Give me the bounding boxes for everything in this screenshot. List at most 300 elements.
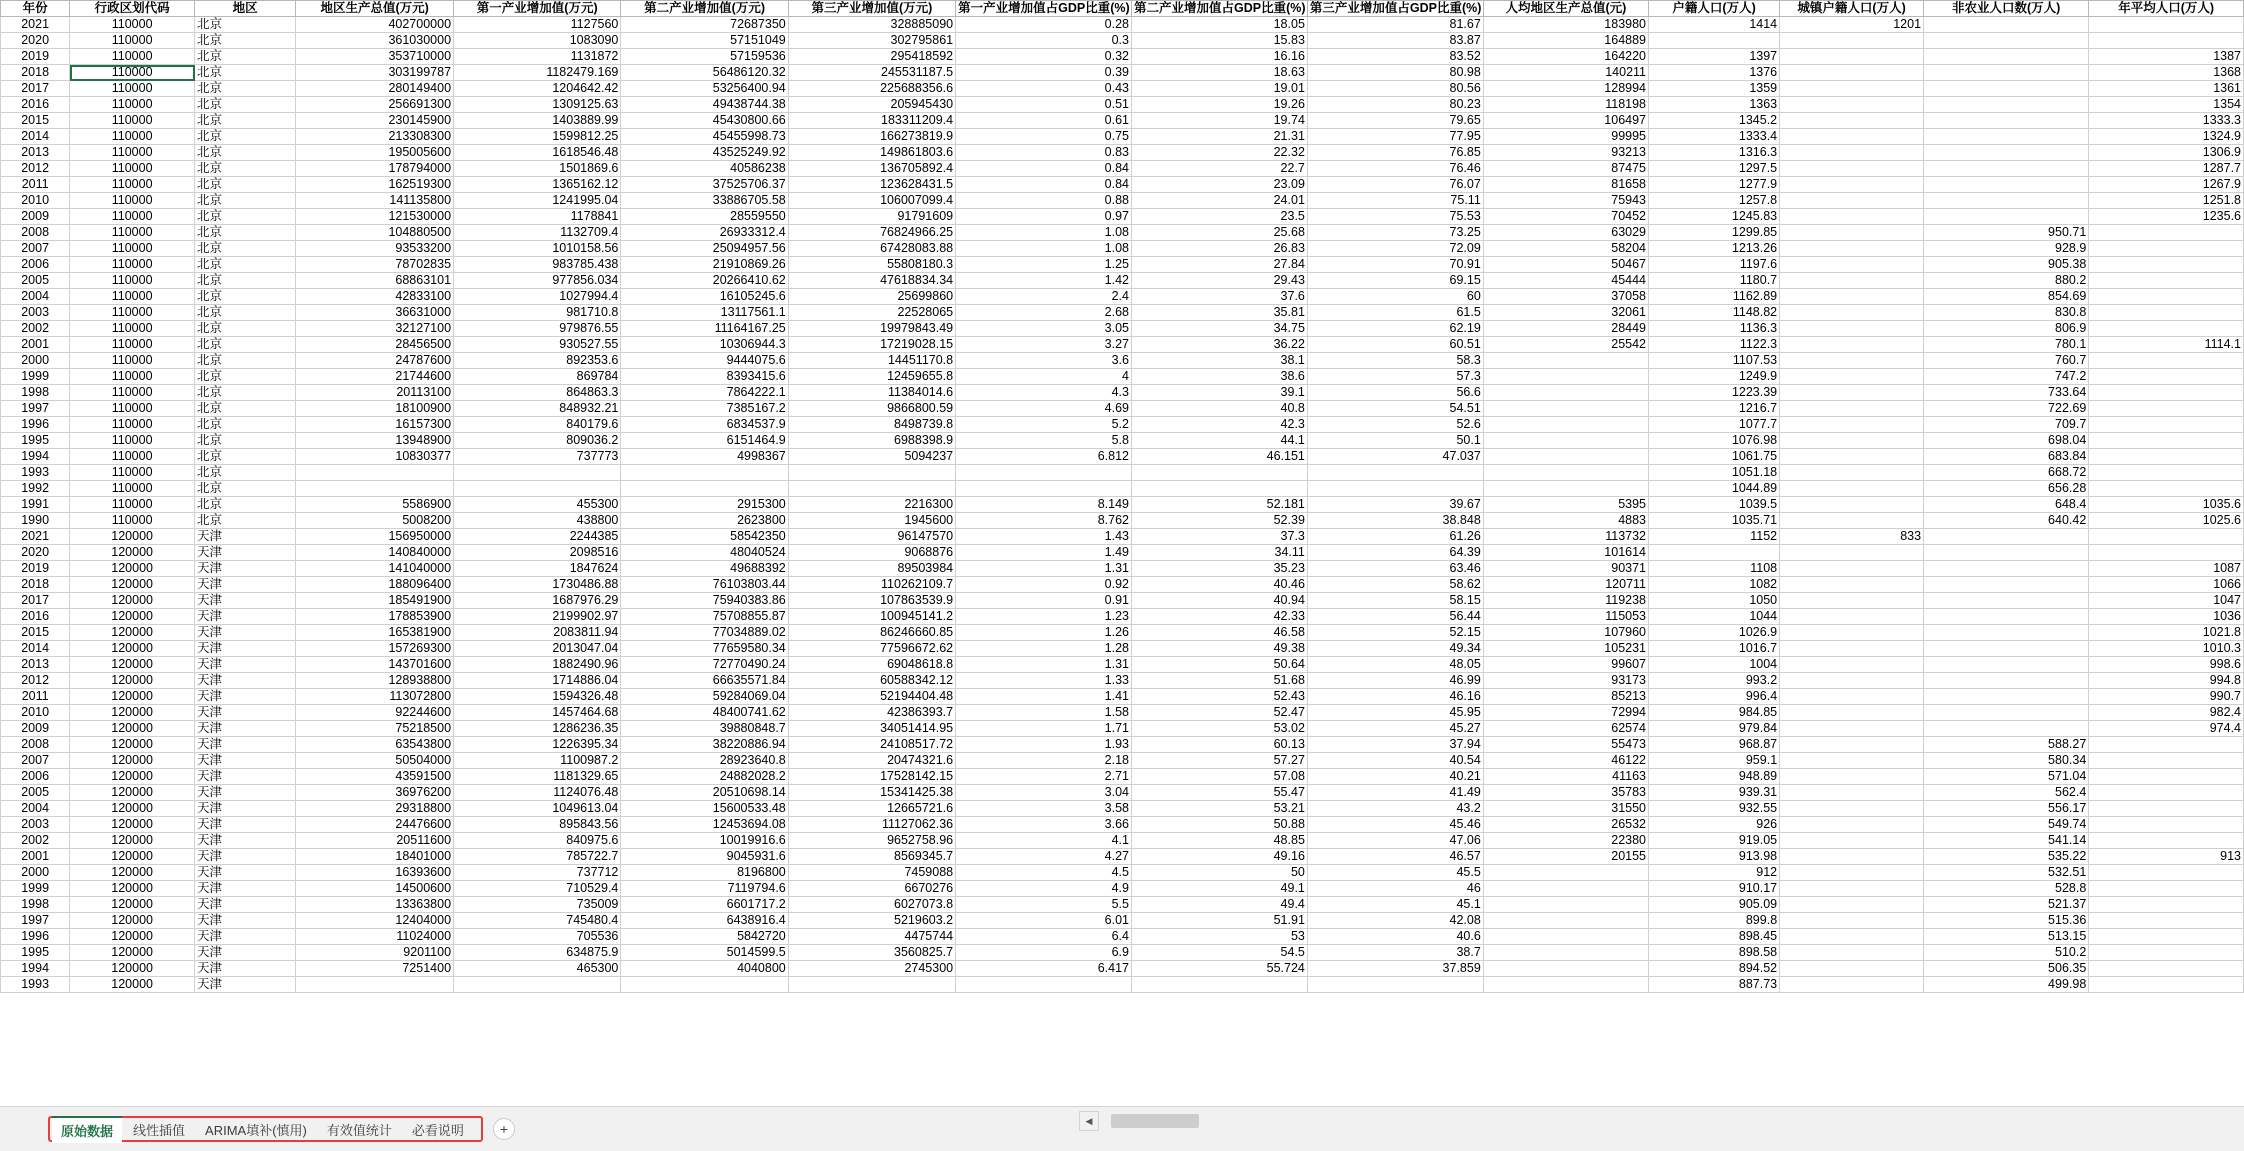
cell-r4-c7[interactable]: 0.43 <box>956 81 1132 97</box>
cell-r32-c8[interactable]: 37.3 <box>1132 529 1308 545</box>
cell-r22-c0[interactable]: 1999 <box>1 369 70 385</box>
cell-r4-c12[interactable] <box>1780 81 1924 97</box>
cell-r41-c3[interactable]: 128938800 <box>296 673 454 689</box>
cell-r23-c1[interactable]: 110000 <box>70 385 195 401</box>
cell-r46-c0[interactable]: 2007 <box>1 753 70 769</box>
cell-r59-c7[interactable]: 6.417 <box>956 961 1132 977</box>
cell-r46-c1[interactable]: 120000 <box>70 753 195 769</box>
cell-r43-c5[interactable]: 48400741.62 <box>621 705 788 721</box>
cell-r55-c6[interactable]: 6027073.8 <box>788 897 955 913</box>
cell-r43-c7[interactable]: 1.58 <box>956 705 1132 721</box>
cell-r59-c2[interactable]: 天津 <box>195 961 296 977</box>
cell-r16-c13[interactable]: 880.2 <box>1924 273 2089 289</box>
table-row[interactable] <box>1 849 2244 865</box>
cell-r31-c11[interactable]: 1035.71 <box>1649 513 1780 529</box>
cell-r55-c12[interactable] <box>1780 897 1924 913</box>
cell-r12-c1[interactable]: 110000 <box>70 209 195 225</box>
scroll-left-arrow[interactable]: ◀ <box>1079 1111 1099 1131</box>
cell-r46-c7[interactable]: 2.18 <box>956 753 1132 769</box>
cell-r47-c4[interactable]: 1181329.65 <box>454 769 621 785</box>
cell-r55-c13[interactable]: 521.37 <box>1924 897 2089 913</box>
table-row[interactable] <box>1 769 2244 785</box>
cell-r19-c6[interactable]: 19979843.49 <box>788 321 955 337</box>
cell-r28-c9[interactable] <box>1307 465 1483 481</box>
cell-r50-c5[interactable]: 12453694.08 <box>621 817 788 833</box>
cell-r6-c13[interactable] <box>1924 113 2089 129</box>
cell-r14-c3[interactable]: 93533200 <box>296 241 454 257</box>
cell-r14-c6[interactable]: 67428083.88 <box>788 241 955 257</box>
cell-r58-c7[interactable]: 6.9 <box>956 945 1132 961</box>
cell-r26-c4[interactable]: 809036.2 <box>454 433 621 449</box>
cell-r13-c0[interactable]: 2008 <box>1 225 70 241</box>
cell-r22-c11[interactable]: 1249.9 <box>1649 369 1780 385</box>
cell-r11-c11[interactable]: 1257.8 <box>1649 193 1780 209</box>
cell-r59-c8[interactable]: 55.724 <box>1132 961 1308 977</box>
cell-r9-c2[interactable]: 北京 <box>195 161 296 177</box>
cell-r14-c4[interactable]: 1010158.56 <box>454 241 621 257</box>
cell-r26-c7[interactable]: 5.8 <box>956 433 1132 449</box>
cell-r30-c4[interactable]: 455300 <box>454 497 621 513</box>
cell-r32-c13[interactable] <box>1924 529 2089 545</box>
cell-r4-c6[interactable]: 225688356.6 <box>788 81 955 97</box>
cell-r25-c9[interactable]: 52.6 <box>1307 417 1483 433</box>
cell-r50-c13[interactable]: 549.74 <box>1924 817 2089 833</box>
cell-r44-c3[interactable]: 75218500 <box>296 721 454 737</box>
cell-r25-c14[interactable] <box>2089 417 2244 433</box>
cell-r5-c2[interactable]: 北京 <box>195 97 296 113</box>
cell-r32-c4[interactable]: 2244385 <box>454 529 621 545</box>
cell-r42-c4[interactable]: 1594326.48 <box>454 689 621 705</box>
cell-r5-c13[interactable] <box>1924 97 2089 113</box>
cell-r52-c13[interactable]: 535.22 <box>1924 849 2089 865</box>
cell-r40-c11[interactable]: 1004 <box>1649 657 1780 673</box>
cell-r40-c6[interactable]: 69048618.8 <box>788 657 955 673</box>
cell-r36-c14[interactable]: 1047 <box>2089 593 2244 609</box>
cell-r17-c0[interactable]: 2004 <box>1 289 70 305</box>
cell-r19-c1[interactable]: 110000 <box>70 321 195 337</box>
cell-r8-c6[interactable]: 149861803.6 <box>788 145 955 161</box>
column-header-region[interactable]: 地区 <box>195 1 296 17</box>
cell-r2-c3[interactable]: 353710000 <box>296 49 454 65</box>
cell-r28-c1[interactable]: 110000 <box>70 465 195 481</box>
cell-r22-c1[interactable]: 110000 <box>70 369 195 385</box>
cell-r18-c5[interactable]: 13117561.1 <box>621 305 788 321</box>
cell-r28-c3[interactable] <box>296 465 454 481</box>
cell-r3-c1[interactable]: 110000 <box>70 65 195 81</box>
cell-r32-c11[interactable]: 1152 <box>1649 529 1780 545</box>
cell-r17-c14[interactable] <box>2089 289 2244 305</box>
cell-r1-c14[interactable] <box>2089 33 2244 49</box>
cell-r18-c3[interactable]: 36631000 <box>296 305 454 321</box>
cell-r1-c2[interactable]: 北京 <box>195 33 296 49</box>
cell-r60-c13[interactable]: 499.98 <box>1924 977 2089 993</box>
cell-r24-c13[interactable]: 722.69 <box>1924 401 2089 417</box>
cell-r46-c12[interactable] <box>1780 753 1924 769</box>
cell-r44-c4[interactable]: 1286236.35 <box>454 721 621 737</box>
cell-r47-c5[interactable]: 24882028.2 <box>621 769 788 785</box>
cell-r53-c0[interactable]: 2000 <box>1 865 70 881</box>
cell-r37-c5[interactable]: 75708855.87 <box>621 609 788 625</box>
cell-r59-c3[interactable]: 7251400 <box>296 961 454 977</box>
cell-r25-c0[interactable]: 1996 <box>1 417 70 433</box>
cell-r52-c14[interactable]: 913 <box>2089 849 2244 865</box>
cell-r28-c14[interactable] <box>2089 465 2244 481</box>
cell-r32-c0[interactable]: 2021 <box>1 529 70 545</box>
cell-r29-c5[interactable] <box>621 481 788 497</box>
cell-r10-c6[interactable]: 123628431.5 <box>788 177 955 193</box>
cell-r7-c2[interactable]: 北京 <box>195 129 296 145</box>
table-row[interactable] <box>1 641 2244 657</box>
cell-r14-c8[interactable]: 26.83 <box>1132 241 1308 257</box>
cell-r20-c6[interactable]: 17219028.15 <box>788 337 955 353</box>
cell-r3-c0[interactable]: 2018 <box>1 65 70 81</box>
cell-r43-c1[interactable]: 120000 <box>70 705 195 721</box>
cell-r41-c1[interactable]: 120000 <box>70 673 195 689</box>
cell-r16-c9[interactable]: 69.15 <box>1307 273 1483 289</box>
cell-r10-c8[interactable]: 23.09 <box>1132 177 1308 193</box>
cell-r36-c6[interactable]: 107863539.9 <box>788 593 955 609</box>
cell-r17-c7[interactable]: 2.4 <box>956 289 1132 305</box>
cell-r9-c13[interactable] <box>1924 161 2089 177</box>
cell-r47-c12[interactable] <box>1780 769 1924 785</box>
cell-r13-c10[interactable]: 63029 <box>1483 225 1648 241</box>
cell-r39-c7[interactable]: 1.28 <box>956 641 1132 657</box>
cell-r39-c14[interactable]: 1010.3 <box>2089 641 2244 657</box>
cell-r36-c4[interactable]: 1687976.29 <box>454 593 621 609</box>
cell-r43-c10[interactable]: 72994 <box>1483 705 1648 721</box>
cell-r22-c9[interactable]: 57.3 <box>1307 369 1483 385</box>
cell-r34-c2[interactable]: 天津 <box>195 561 296 577</box>
cell-r42-c9[interactable]: 46.16 <box>1307 689 1483 705</box>
cell-r29-c14[interactable] <box>2089 481 2244 497</box>
cell-r16-c4[interactable]: 977856.034 <box>454 273 621 289</box>
cell-r19-c14[interactable] <box>2089 321 2244 337</box>
cell-r59-c9[interactable]: 37.859 <box>1307 961 1483 977</box>
cell-r44-c6[interactable]: 34051414.95 <box>788 721 955 737</box>
cell-r22-c13[interactable]: 747.2 <box>1924 369 2089 385</box>
cell-r32-c5[interactable]: 58542350 <box>621 529 788 545</box>
table-row[interactable] <box>1 385 2244 401</box>
cell-r57-c11[interactable]: 898.45 <box>1649 929 1780 945</box>
cell-r2-c14[interactable]: 1387 <box>2089 49 2244 65</box>
cell-r57-c7[interactable]: 6.4 <box>956 929 1132 945</box>
table-row[interactable] <box>1 977 2244 993</box>
cell-r24-c8[interactable]: 40.8 <box>1132 401 1308 417</box>
table-row[interactable] <box>1 721 2244 737</box>
cell-r23-c8[interactable]: 39.1 <box>1132 385 1308 401</box>
cell-r32-c12[interactable]: 833 <box>1780 529 1924 545</box>
cell-r49-c12[interactable] <box>1780 801 1924 817</box>
cell-r47-c3[interactable]: 43591500 <box>296 769 454 785</box>
cell-r5-c10[interactable]: 118198 <box>1483 97 1648 113</box>
cell-r24-c11[interactable]: 1216.7 <box>1649 401 1780 417</box>
cell-r9-c8[interactable]: 22.7 <box>1132 161 1308 177</box>
cell-r18-c10[interactable]: 32061 <box>1483 305 1648 321</box>
cell-r29-c13[interactable]: 656.28 <box>1924 481 2089 497</box>
cell-r10-c4[interactable]: 1365162.12 <box>454 177 621 193</box>
cell-r29-c0[interactable]: 1992 <box>1 481 70 497</box>
cell-r46-c11[interactable]: 959.1 <box>1649 753 1780 769</box>
cell-r14-c9[interactable]: 72.09 <box>1307 241 1483 257</box>
cell-r22-c7[interactable]: 4 <box>956 369 1132 385</box>
cell-r7-c1[interactable]: 110000 <box>70 129 195 145</box>
cell-r44-c11[interactable]: 979.84 <box>1649 721 1780 737</box>
cell-r2-c11[interactable]: 1397 <box>1649 49 1780 65</box>
cell-r6-c0[interactable]: 2015 <box>1 113 70 129</box>
cell-r55-c7[interactable]: 5.5 <box>956 897 1132 913</box>
cell-r34-c14[interactable]: 1087 <box>2089 561 2244 577</box>
cell-r34-c11[interactable]: 1108 <box>1649 561 1780 577</box>
cell-r7-c11[interactable]: 1333.4 <box>1649 129 1780 145</box>
cell-r46-c3[interactable]: 50504000 <box>296 753 454 769</box>
cell-r41-c5[interactable]: 66635571.84 <box>621 673 788 689</box>
cell-r57-c13[interactable]: 513.15 <box>1924 929 2089 945</box>
table-row[interactable] <box>1 657 2244 673</box>
cell-r42-c1[interactable]: 120000 <box>70 689 195 705</box>
cell-r53-c13[interactable]: 532.51 <box>1924 865 2089 881</box>
cell-r48-c13[interactable]: 562.4 <box>1924 785 2089 801</box>
cell-r40-c2[interactable]: 天津 <box>195 657 296 673</box>
cell-r18-c8[interactable]: 35.81 <box>1132 305 1308 321</box>
cell-r32-c2[interactable]: 天津 <box>195 529 296 545</box>
cell-r19-c8[interactable]: 34.75 <box>1132 321 1308 337</box>
cell-r23-c3[interactable]: 20113100 <box>296 385 454 401</box>
cell-r36-c2[interactable]: 天津 <box>195 593 296 609</box>
cell-r54-c9[interactable]: 46 <box>1307 881 1483 897</box>
cell-r42-c6[interactable]: 52194404.48 <box>788 689 955 705</box>
cell-r18-c11[interactable]: 1148.82 <box>1649 305 1780 321</box>
cell-r27-c14[interactable] <box>2089 449 2244 465</box>
cell-r42-c12[interactable] <box>1780 689 1924 705</box>
cell-r10-c12[interactable] <box>1780 177 1924 193</box>
cell-r26-c10[interactable] <box>1483 433 1648 449</box>
cell-r19-c12[interactable] <box>1780 321 1924 337</box>
cell-r7-c6[interactable]: 166273819.9 <box>788 129 955 145</box>
cell-r3-c3[interactable]: 303199787 <box>296 65 454 81</box>
cell-r16-c0[interactable]: 2005 <box>1 273 70 289</box>
cell-r15-c10[interactable]: 50467 <box>1483 257 1648 273</box>
cell-r41-c2[interactable]: 天津 <box>195 673 296 689</box>
cell-r44-c7[interactable]: 1.71 <box>956 721 1132 737</box>
cell-r50-c11[interactable]: 926 <box>1649 817 1780 833</box>
cell-r6-c6[interactable]: 183311209.4 <box>788 113 955 129</box>
cell-r0-c14[interactable] <box>2089 17 2244 33</box>
cell-r54-c10[interactable] <box>1483 881 1648 897</box>
cell-r26-c0[interactable]: 1995 <box>1 433 70 449</box>
cell-r30-c6[interactable]: 2216300 <box>788 497 955 513</box>
cell-r28-c8[interactable] <box>1132 465 1308 481</box>
cell-r36-c7[interactable]: 0.91 <box>956 593 1132 609</box>
cell-r54-c8[interactable]: 49.1 <box>1132 881 1308 897</box>
cell-r23-c14[interactable] <box>2089 385 2244 401</box>
cell-r7-c12[interactable] <box>1780 129 1924 145</box>
cell-r9-c10[interactable]: 87475 <box>1483 161 1648 177</box>
cell-r42-c11[interactable]: 996.4 <box>1649 689 1780 705</box>
cell-r15-c7[interactable]: 1.25 <box>956 257 1132 273</box>
cell-r24-c9[interactable]: 54.51 <box>1307 401 1483 417</box>
cell-r37-c13[interactable] <box>1924 609 2089 625</box>
sheet-tab-4[interactable]: 必看说明 <box>411 1122 464 1138</box>
cell-r55-c11[interactable]: 905.09 <box>1649 897 1780 913</box>
cell-r1-c7[interactable]: 0.3 <box>956 33 1132 49</box>
cell-r43-c13[interactable] <box>1924 705 2089 721</box>
cell-r5-c3[interactable]: 256691300 <box>296 97 454 113</box>
cell-r55-c5[interactable]: 6601717.2 <box>621 897 788 913</box>
cell-r36-c0[interactable]: 2017 <box>1 593 70 609</box>
table-row[interactable] <box>1 577 2244 593</box>
cell-r26-c13[interactable]: 698.04 <box>1924 433 2089 449</box>
cell-r24-c0[interactable]: 1997 <box>1 401 70 417</box>
column-header-tertiary-industry[interactable]: 第三产业增加值(万元) <box>788 1 955 17</box>
cell-r58-c4[interactable]: 634875.9 <box>454 945 621 961</box>
cell-r23-c0[interactable]: 1998 <box>1 385 70 401</box>
cell-r10-c2[interactable]: 北京 <box>195 177 296 193</box>
cell-r25-c12[interactable] <box>1780 417 1924 433</box>
table-row[interactable] <box>1 353 2244 369</box>
cell-r43-c2[interactable]: 天津 <box>195 705 296 721</box>
cell-r60-c12[interactable] <box>1780 977 1924 993</box>
cell-r47-c6[interactable]: 17528142.15 <box>788 769 955 785</box>
cell-r14-c13[interactable]: 928.9 <box>1924 241 2089 257</box>
cell-r50-c8[interactable]: 50.88 <box>1132 817 1308 833</box>
cell-r31-c10[interactable]: 4883 <box>1483 513 1648 529</box>
cell-r38-c3[interactable]: 165381900 <box>296 625 454 641</box>
cell-r42-c2[interactable]: 天津 <box>195 689 296 705</box>
cell-r52-c4[interactable]: 785722.7 <box>454 849 621 865</box>
cell-r58-c13[interactable]: 510.2 <box>1924 945 2089 961</box>
cell-r47-c8[interactable]: 57.08 <box>1132 769 1308 785</box>
cell-r13-c1[interactable]: 110000 <box>70 225 195 241</box>
cell-r26-c6[interactable]: 6988398.9 <box>788 433 955 449</box>
cell-r17-c11[interactable]: 1162.89 <box>1649 289 1780 305</box>
cell-r6-c2[interactable]: 北京 <box>195 113 296 129</box>
cell-r26-c9[interactable]: 50.1 <box>1307 433 1483 449</box>
cell-r53-c4[interactable]: 737712 <box>454 865 621 881</box>
cell-r5-c8[interactable]: 19.26 <box>1132 97 1308 113</box>
cell-r40-c0[interactable]: 2013 <box>1 657 70 673</box>
table-row[interactable] <box>1 465 2244 481</box>
cell-r15-c6[interactable]: 55808180.3 <box>788 257 955 273</box>
cell-r19-c4[interactable]: 979876.55 <box>454 321 621 337</box>
cell-r26-c1[interactable]: 110000 <box>70 433 195 449</box>
cell-r8-c4[interactable]: 1618546.48 <box>454 145 621 161</box>
cell-r53-c7[interactable]: 4.5 <box>956 865 1132 881</box>
cell-r29-c7[interactable] <box>956 481 1132 497</box>
cell-r18-c9[interactable]: 61.5 <box>1307 305 1483 321</box>
cell-r49-c6[interactable]: 12665721.6 <box>788 801 955 817</box>
cell-r6-c8[interactable]: 19.74 <box>1132 113 1308 129</box>
sheet-tab-0[interactable]: 原始数据 <box>52 1116 122 1143</box>
cell-r33-c12[interactable] <box>1780 545 1924 561</box>
cell-r40-c13[interactable] <box>1924 657 2089 673</box>
cell-r30-c11[interactable]: 1039.5 <box>1649 497 1780 513</box>
cell-r11-c7[interactable]: 0.88 <box>956 193 1132 209</box>
cell-r2-c9[interactable]: 83.52 <box>1307 49 1483 65</box>
cell-r19-c5[interactable]: 11164167.25 <box>621 321 788 337</box>
cell-r33-c5[interactable]: 48040524 <box>621 545 788 561</box>
cell-r7-c7[interactable]: 0.75 <box>956 129 1132 145</box>
cell-r4-c1[interactable]: 110000 <box>70 81 195 97</box>
cell-r20-c3[interactable]: 28456500 <box>296 337 454 353</box>
cell-r57-c4[interactable]: 705536 <box>454 929 621 945</box>
cell-r11-c0[interactable]: 2010 <box>1 193 70 209</box>
cell-r48-c14[interactable] <box>2089 785 2244 801</box>
cell-r52-c3[interactable]: 18401000 <box>296 849 454 865</box>
cell-r57-c0[interactable]: 1996 <box>1 929 70 945</box>
cell-r57-c10[interactable] <box>1483 929 1648 945</box>
cell-r34-c3[interactable]: 141040000 <box>296 561 454 577</box>
cell-r51-c14[interactable] <box>2089 833 2244 849</box>
cell-r36-c3[interactable]: 185491900 <box>296 593 454 609</box>
cell-r22-c12[interactable] <box>1780 369 1924 385</box>
cell-r44-c10[interactable]: 62574 <box>1483 721 1648 737</box>
cell-r43-c3[interactable]: 92244600 <box>296 705 454 721</box>
cell-r32-c14[interactable] <box>2089 529 2244 545</box>
cell-r5-c6[interactable]: 205945430 <box>788 97 955 113</box>
cell-r8-c11[interactable]: 1316.3 <box>1649 145 1780 161</box>
table-row[interactable] <box>1 161 2244 177</box>
table-row[interactable] <box>1 753 2244 769</box>
cell-r48-c11[interactable]: 939.31 <box>1649 785 1780 801</box>
cell-r37-c10[interactable]: 115053 <box>1483 609 1648 625</box>
cell-r48-c8[interactable]: 55.47 <box>1132 785 1308 801</box>
cell-r53-c10[interactable] <box>1483 865 1648 881</box>
cell-r23-c13[interactable]: 733.64 <box>1924 385 2089 401</box>
cell-r59-c5[interactable]: 4040800 <box>621 961 788 977</box>
cell-r3-c12[interactable] <box>1780 65 1924 81</box>
cell-r10-c0[interactable]: 2011 <box>1 177 70 193</box>
cell-r14-c1[interactable]: 110000 <box>70 241 195 257</box>
cell-r58-c11[interactable]: 898.58 <box>1649 945 1780 961</box>
cell-r50-c14[interactable] <box>2089 817 2244 833</box>
table-row[interactable] <box>1 17 2244 33</box>
cell-r23-c10[interactable] <box>1483 385 1648 401</box>
cell-r54-c12[interactable] <box>1780 881 1924 897</box>
cell-r28-c0[interactable]: 1993 <box>1 465 70 481</box>
cell-r4-c4[interactable]: 1204642.42 <box>454 81 621 97</box>
cell-r8-c2[interactable]: 北京 <box>195 145 296 161</box>
cell-r33-c11[interactable] <box>1649 545 1780 561</box>
cell-r10-c13[interactable] <box>1924 177 2089 193</box>
cell-r29-c4[interactable] <box>454 481 621 497</box>
table-row[interactable] <box>1 785 2244 801</box>
cell-r49-c13[interactable]: 556.17 <box>1924 801 2089 817</box>
table-row[interactable] <box>1 145 2244 161</box>
table-row[interactable] <box>1 593 2244 609</box>
table-row[interactable] <box>1 209 2244 225</box>
cell-r3-c14[interactable]: 1368 <box>2089 65 2244 81</box>
cell-r55-c4[interactable]: 735009 <box>454 897 621 913</box>
cell-r49-c14[interactable] <box>2089 801 2244 817</box>
cell-r56-c2[interactable]: 天津 <box>195 913 296 929</box>
cell-r57-c8[interactable]: 53 <box>1132 929 1308 945</box>
cell-r48-c7[interactable]: 3.04 <box>956 785 1132 801</box>
cell-r4-c5[interactable]: 53256400.94 <box>621 81 788 97</box>
cell-r15-c8[interactable]: 27.84 <box>1132 257 1308 273</box>
cell-r35-c9[interactable]: 58.62 <box>1307 577 1483 593</box>
cell-r52-c11[interactable]: 913.98 <box>1649 849 1780 865</box>
cell-r6-c10[interactable]: 106497 <box>1483 113 1648 129</box>
cell-r11-c4[interactable]: 1241995.04 <box>454 193 621 209</box>
cell-r58-c10[interactable] <box>1483 945 1648 961</box>
cell-r33-c8[interactable]: 34.11 <box>1132 545 1308 561</box>
cell-r55-c3[interactable]: 13363800 <box>296 897 454 913</box>
cell-r14-c10[interactable]: 58204 <box>1483 241 1648 257</box>
cell-r11-c1[interactable]: 110000 <box>70 193 195 209</box>
cell-r58-c3[interactable]: 9201100 <box>296 945 454 961</box>
cell-r53-c1[interactable]: 120000 <box>70 865 195 881</box>
cell-r40-c3[interactable]: 143701600 <box>296 657 454 673</box>
